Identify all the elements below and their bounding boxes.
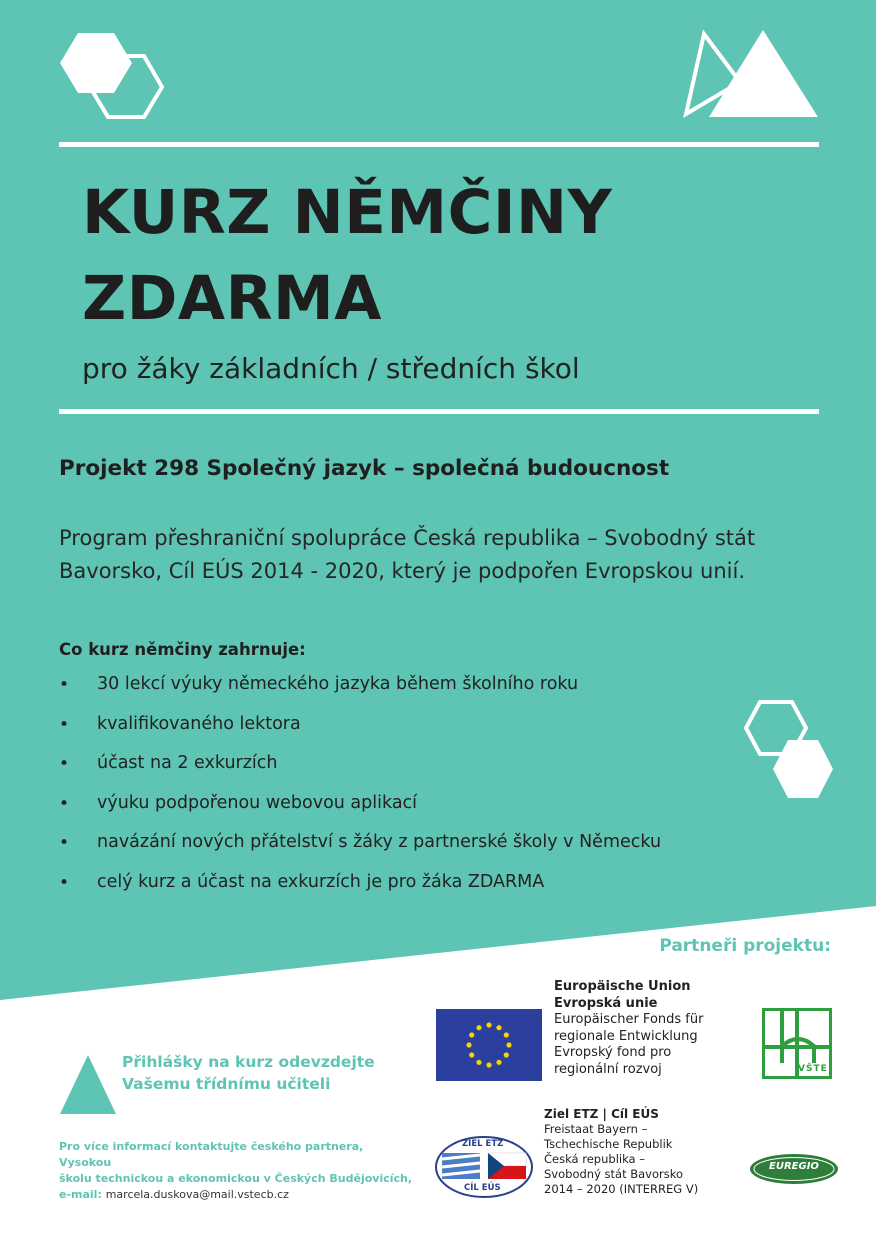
list-item: • celý kurz a účast na exkurzích je pro žáka ZDARMA (59, 871, 545, 893)
eu-partner-text: Europäische Union Evropská unie Europäischer Fonds für regionale Entwicklung Evropský fond pro regionální rozvoj (554, 979, 704, 1077)
includes-heading: Co kurz němčiny zahrnuje: (59, 640, 306, 659)
bullet-icon: • (59, 675, 70, 695)
bullet-icon: • (59, 833, 70, 853)
etz-logo-icon: ZIEL ETZ CÍL EÚS (434, 1135, 534, 1199)
application-note: Přihlášky na kurz odevzdejte Vašemu třídnímu učiteli (122, 1053, 375, 1093)
hexagon-icon (58, 30, 178, 122)
includes-list (59, 674, 819, 911)
divider (59, 142, 819, 147)
hexagon-icon (742, 698, 836, 810)
program-description: Program přeshraniční spolupráce Česká republika – Svobodný stát Bavorsko, Cíl EÚS 2014 - 2020, který je podpořen Evropskou unií. (59, 526, 756, 583)
triangle-icon (682, 28, 822, 120)
page-title: KURZ NĚMČINY ZDARMA (82, 177, 613, 334)
euregio-logo-icon: EUREGIO (749, 1153, 839, 1185)
bullet-icon: • (59, 714, 70, 735)
etz-partner-text: Ziel ETZ | Cíl EÚS Freistaat Bayern – Tschechische Republik Česká republika – Svobodný stát Bavorsko 2014 – 2020 (INTERREG V) (544, 1107, 699, 1196)
list-item: • kvalifikovaného lektora (59, 713, 301, 735)
bullet-icon: • (59, 754, 70, 774)
bullet-icon: • (59, 872, 70, 893)
vste-logo-icon: VŠTE (762, 1008, 832, 1079)
triangle-icon (59, 1055, 117, 1115)
list-item: • 30 lekcí výuky německého jazyka během školního roku (59, 674, 579, 695)
list-item: • účast na 2 exkurzích (59, 753, 278, 774)
list-item: • výuku podpořenou webovou aplikací (59, 792, 418, 814)
page-subtitle: pro žáky základních / středních škol (82, 352, 580, 385)
bullet-icon: • (59, 793, 70, 814)
email-link[interactable]: marcela.duskova@mail.vstecb.cz (105, 1188, 289, 1201)
list-item: • navázání nových přátelství s žáky z partnerské školy v Německu (59, 832, 662, 853)
eu-flag-icon (436, 1009, 542, 1081)
partners-heading: Partneři projektu: (659, 936, 831, 956)
divider (59, 409, 819, 414)
contact-info: Pro více informací kontaktujte českého partnera, Vysokou školu technickou a ekonomickou v Českých Budějovicích, e-mail: marcela.duskova@mail.vstecb.cz (59, 1140, 413, 1201)
project-title: Projekt 298 Společný jazyk – společná budoucnost (59, 456, 670, 481)
